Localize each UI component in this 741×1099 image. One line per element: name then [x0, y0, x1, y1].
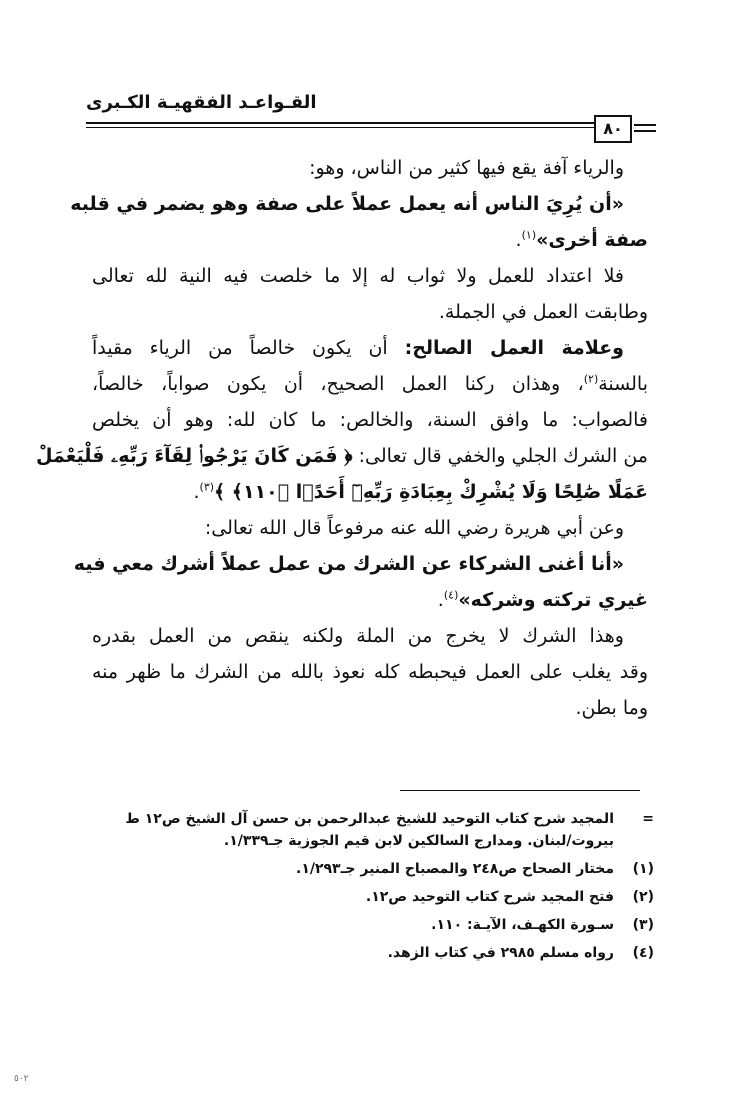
footnote-marker: =: [642, 811, 654, 827]
footnote-ref: (٣): [199, 480, 215, 494]
footnote-text: المجيد شرح كتاب التوحيد للشيخ عبدالرحمن بن حسن آل الشيخ ص١٢ ط بيروت/لبنان. ومدارج السالكين لابن قيم الجوزية جـ١/٣٣٩.: [125, 811, 614, 849]
footnote-item: [80, 942, 660, 964]
footnote-text: رواه مسلم ٢٩٨٥ في كتاب الزهد.: [387, 945, 614, 961]
footnote-text: سـورة الكهـف، الآيـة: ١١٠.: [431, 917, 614, 933]
side-rule-top: [634, 124, 656, 126]
text-line: فالصواب: ما وافق السنة، والخالص: ما كان لله: وهو أن يخلص: [92, 409, 648, 431]
text-line: «أن يُرِيَ الناس أنه يعمل عملاً على صفة وهو يضمر في قلبه: [70, 193, 624, 215]
footnote-marker: (٣): [632, 917, 654, 933]
footnote-item: [80, 886, 660, 908]
text-line: وقد يغلب على العمل فيحبطه كله نعوذ بالله من الشرك ما ظهر منه: [92, 661, 648, 683]
footnote-separator: [400, 790, 640, 791]
side-rule-bottom: [634, 130, 656, 132]
text-line: وطابقت العمل في الجملة.: [438, 301, 648, 323]
running-head-title: القـواعـد الفقهيـة الكـبرى: [86, 92, 317, 113]
footnote-text: مختار الصحاح ص٢٤٨ والمصباح المنير جـ١/٢٩٣.: [295, 861, 614, 877]
footnote-marker: (١): [632, 861, 654, 877]
quran-verse: ﴿ فَمَن كَانَ يَرْجُوا۟ لِقَآءَ رَبِّهِۦ فَلْيَعْمَلْ: [36, 445, 353, 467]
main-text: [36, 150, 648, 726]
footnote-marker: (٤): [632, 945, 654, 961]
footnote-text: فتح المجيد شرح كتاب التوحيد ص١٢.: [365, 889, 614, 905]
text-line: من الشرك الجلي والخفي قال تعالى: ﴿ فَمَن كَانَ يَرْجُوا۟ لِقَآءَ رَبِّهِۦ فَلْيَعْمَلْ: [36, 445, 648, 467]
footnote-marker: (٢): [632, 889, 654, 905]
footnotes: [80, 808, 660, 970]
text-line: بالسنة$^{(٢)}$، وهذان ركنا العمل الصحيح، أن يكون صواباً، خالصاً،: [92, 372, 648, 395]
quran-verse: عَمَلًا صَٰلِحًا وَلَا يُشْرِكْ بِعِبَادَةِ رَبِّهِۦٓ أَحَدًۢا ﴿١١٠﴾ ﴾: [214, 481, 648, 503]
footnote-ref: (١): [521, 228, 537, 242]
footnote-item: [80, 914, 660, 936]
text-line: فلا اعتداد للعمل ولا ثواب له إلا ما خلصت فيه النية لله تعالى: [92, 265, 624, 287]
text-line: «أنا أغنى الشركاء عن الشرك من عمل عملاً أشرك معي فيه: [73, 553, 624, 575]
header-rule-thick: [86, 122, 594, 124]
text-line: صفة أخرى»$^{(١)}$.: [515, 228, 648, 251]
scan-mark: ٥٠٢: [14, 1074, 29, 1084]
footnote-item: [80, 808, 660, 852]
footnote-item: [80, 858, 660, 880]
header-rule-thin: [86, 127, 594, 128]
footnote-ref: (٢): [583, 372, 599, 386]
section-term: وعلامة العمل الصالح:: [404, 337, 624, 359]
text-line: والرياء آفة يقع فيها كثير من الناس، وهو:: [309, 157, 624, 179]
text-line: وهذا الشرك لا يخرج من الملة ولكنه ينقص من العمل بقدره: [92, 625, 624, 647]
text-line: غيري تركته وشركه»$^{(٤)}$.: [437, 588, 648, 611]
text-line: وعن أبي هريرة رضي الله عنه مرفوعاً قال الله تعالى:: [204, 517, 624, 539]
text-line: وما بطن.: [575, 697, 648, 719]
text-line: وعلامة العمل الصالح: أن يكون خالصاً من الرياء مقيداً: [92, 337, 624, 359]
text-line: عَمَلًا صَٰلِحًا وَلَا يُشْرِكْ بِعِبَادَةِ رَبِّهِۦٓ أَحَدًۢا ﴿١١٠﴾ ﴾$^{(٣)}$.: [193, 480, 648, 503]
footnote-ref: (٤): [443, 588, 459, 602]
page-number: ٨٠: [594, 115, 632, 143]
